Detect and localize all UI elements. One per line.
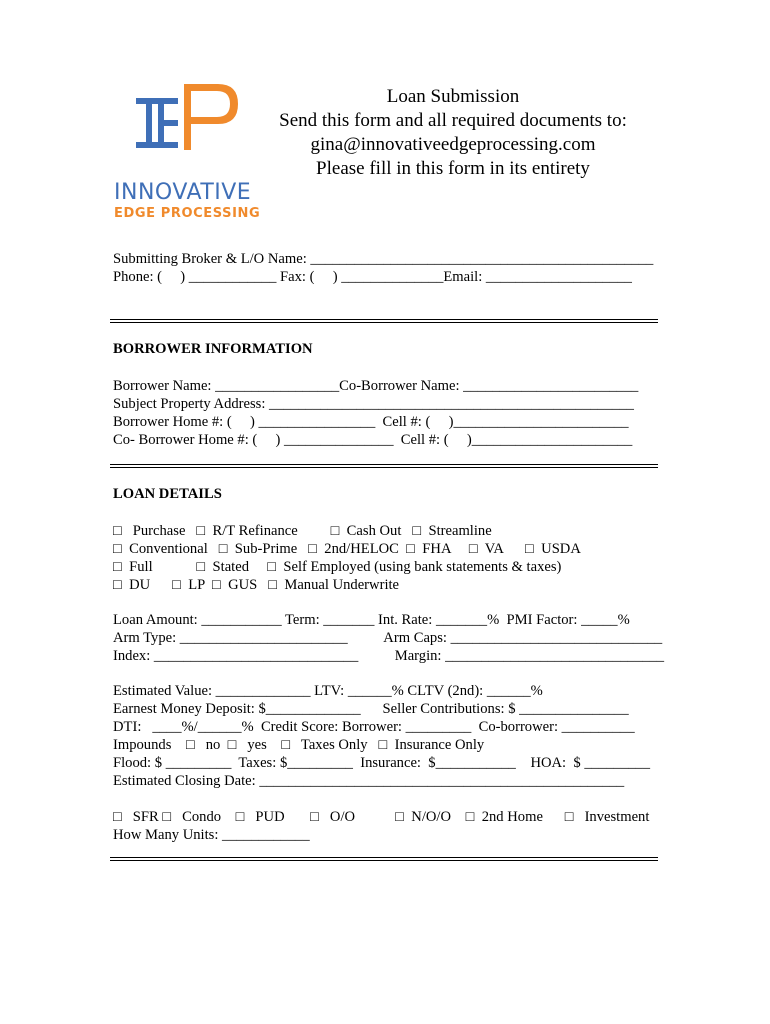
- earnest-money-field[interactable]: Earnest Money Deposit: $_____________ Seller Contributions: $ _______________: [113, 701, 629, 717]
- form-note: Please fill in this form in its entirety: [316, 158, 590, 179]
- property-type-options[interactable]: □ SFR □ Condo □ PUD □ O/O □ N/O/O □ 2nd Home □ Investment: [113, 809, 650, 825]
- units-field[interactable]: How Many Units: ____________: [113, 827, 310, 843]
- broker-name-field[interactable]: Submitting Broker & L/O Name: _______________________________________________: [113, 251, 654, 267]
- brand-name-line1: INNOVATIVE: [114, 180, 252, 205]
- index-margin-field[interactable]: Index: ____________________________ Margin: ______________________________: [113, 648, 665, 664]
- form-title: Loan Submission: [386, 86, 520, 107]
- phone-fax-email-fields[interactable]: Phone: ( ) ____________ Fax: ( ) ______________Email: ____________________: [113, 269, 632, 285]
- section-divider: [110, 857, 658, 861]
- property-address-field[interactable]: Subject Property Address: __________________________________________________: [113, 396, 634, 412]
- submission-email[interactable]: gina@innovativeedgeprocessing.com: [310, 134, 596, 155]
- section-divider: [110, 464, 658, 468]
- dti-credit-field[interactable]: DTI: ____%/______% Credit Score: Borrower: _________ Co-borrower: __________: [113, 719, 635, 735]
- form-instruction: Send this form and all required documents to:: [279, 110, 627, 131]
- brand-name-line2: EDGE PROCESSING: [114, 206, 261, 221]
- loan-amount-field[interactable]: Loan Amount: ___________ Term: _______ Int. Rate: _______% PMI Factor: _____%: [113, 612, 630, 628]
- flood-tax-insurance-field[interactable]: Flood: $ _________ Taxes: $_________ Insurance: $___________ HOA: $ _________: [113, 755, 651, 771]
- loan-program-options[interactable]: □ Conventional □ Sub-Prime □ 2nd/HELOC □ FHA □ VA □ USDA: [113, 541, 581, 557]
- loan-section-heading: LOAN DETAILS: [113, 486, 222, 502]
- loan-purpose-options[interactable]: □ Purchase □ R/T Refinance □ Cash Out □ Streamline: [113, 523, 492, 539]
- borrower-name-field[interactable]: Borrower Name: _________________Co-Borrower Name: ________________________: [113, 378, 639, 394]
- coborrower-phone-field[interactable]: Co- Borrower Home #: ( ) _______________ Cell #: ( )______________________: [113, 432, 633, 448]
- underwriting-options[interactable]: □ DU □ LP □ GUS □ Manual Underwrite: [113, 577, 400, 593]
- closing-date-field[interactable]: Estimated Closing Date: __________________________________________________: [113, 773, 625, 789]
- borrower-section-heading: BORROWER INFORMATION: [113, 341, 313, 357]
- section-divider: [110, 319, 658, 323]
- borrower-phone-field[interactable]: Borrower Home #: ( ) ________________ Cell #: ( )________________________: [113, 414, 629, 430]
- documentation-options[interactable]: □ Full □ Stated □ Self Employed (using bank statements & taxes): [113, 559, 562, 575]
- estimated-value-field[interactable]: Estimated Value: _____________ LTV: ______% CLTV (2nd): ______%: [113, 683, 543, 699]
- impounds-options[interactable]: Impounds □ no □ yes □ Taxes Only □ Insurance Only: [113, 737, 485, 753]
- arm-type-field[interactable]: Arm Type: _______________________ Arm Caps: _____________________________: [113, 630, 663, 646]
